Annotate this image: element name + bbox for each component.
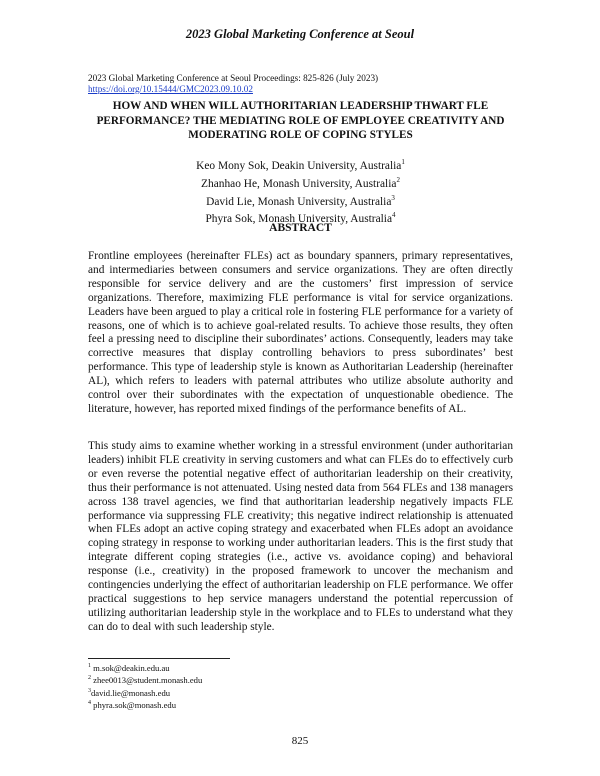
footnote-item — [88, 686, 388, 698]
footnote-mark: 1 — [401, 158, 405, 166]
footnote-mark: 4 — [88, 700, 91, 707]
author-name: Phyra Sok, Monash University, Australia — [205, 213, 393, 226]
page-number: 825 — [291, 735, 309, 747]
proceedings-info — [88, 73, 518, 95]
doi-link[interactable]: https://doi.org/10.15444/GMC2023.09.10.02 — [88, 84, 253, 94]
abstract-paragraph: Frontline employees (hereinafter FLEs) act as boundary spanners, primary representatives, and intermediaries between consumers and service organizations. They are often directly responsible for service delivery and are the customers’ first impression of service organizations. Therefore, maximizing FLE performance is vital for service organizations. Leaders have been argued to play a critical role in fostering FLE performance for a variety of reasons, one of which is to achieve goal-related results. To achieve those results, they often feel a pressing need to discipline their subordinates’ actions. Consequently, leaders may take corrective measures that display controlling behaviors to press subordinates’ best performance. This type of leadership style is known as Authoritarian Leadership (hereinafter AL), which refers to leaders with paternal attributes who utilize absolute authority and control over their subordinates with the expectation of unquestionable obedience. The literature, however, has reported mixed findings of the performance benefits of AL. — [88, 250, 513, 415]
footnote-mark: 3 — [88, 687, 91, 694]
footnote-divider — [88, 658, 230, 659]
footnote-mark: 3 — [391, 193, 395, 202]
footnote-email: david.lie@monash.edu — [91, 687, 171, 698]
conference-header: 2023 Global Marketing Conference at Seoul — [185, 27, 415, 41]
paper-title: HOW AND WHEN WILL AUTHORITARIAN LEADERSHIP THWART FLE PERFORMANCE? THE MEDIATING ROLE OF EMPLOYEE CREATIVITY AND MODERATING ROLE OF COPING STYLES — [96, 100, 505, 141]
author-line — [88, 173, 513, 191]
footnote-mark: 4 — [392, 211, 396, 220]
author-name: David Lie, Monash University, Australia — [206, 195, 392, 208]
footnote-item — [88, 661, 388, 673]
footnote-item — [88, 698, 388, 710]
footnote-mark: 2 — [88, 675, 91, 682]
abstract-paragraph: This study aims to examine whether working in a stressful environment (under authoritarian leaders) inhibit FLE creativity in serving customers and what can FLEs do to effectively curb or even reverse the potential negative effect of authoritarian leadership on their creativity, thus their performance is not attenuated. Using nested data from 564 FLEs and 138 managers across 138 travel agencies, we find that authoritarian leadership negatively impacts FLE performance via suppressing FLE creativity; this negative indirect relationship is attenuated when FLEs adopt an active coping strategy and exacerbated when FLEs adopt an avoidance coping strategy in response to working under authoritarian leaders. This is the first study that integrate different coping strategies (i.e., active vs. avoidance coping) and behavioral response (i.e., creativity) in the proposed framework to uncover the mechanism and contingencies underlying the effect of authoritarian leadership on FLE performance. We offer practical suggestions to hep service managers understand the potential repercussion of utilizing authoritarian leadership style in the workplace and to FLEs to understand what they can do to deal with such leadership style. — [88, 440, 513, 633]
footnote-email: zhee0013@student.monash.edu — [91, 675, 203, 686]
footnotes — [88, 661, 388, 711]
footnote-email: m.sok@deakin.edu.au — [91, 662, 170, 673]
author-list — [88, 155, 513, 226]
proceedings-citation: 2023 Global Marketing Conference at Seoul Proceedings: 825-826 (July 2023) — [88, 73, 379, 83]
footnote-item — [88, 673, 388, 685]
footnote-mark: 1 — [88, 663, 91, 669]
author-name: Keo Mony Sok, Deakin University, Australia — [196, 159, 402, 172]
author-line — [88, 191, 513, 209]
author-line — [88, 155, 513, 173]
abstract-heading: ABSTRACT — [269, 222, 332, 234]
author-name: Zhanhao He, Monash University, Australia — [201, 177, 397, 190]
footnote-mark: 2 — [396, 175, 400, 184]
footnote-email: phyra.sok@monash.edu — [91, 700, 177, 711]
